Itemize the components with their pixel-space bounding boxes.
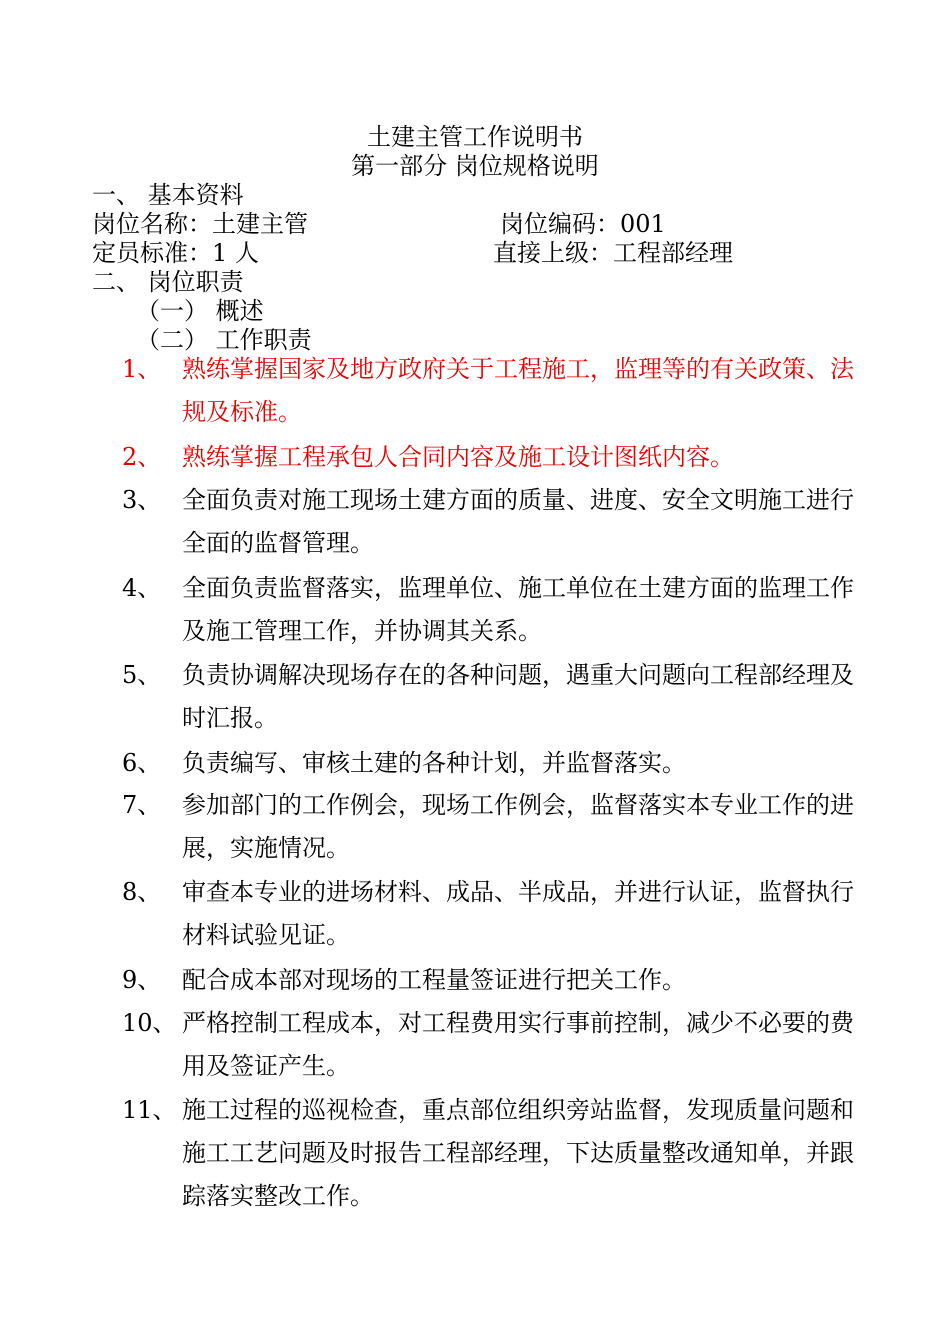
item-number: 11、: [122, 1096, 177, 1124]
item-number: 2、: [122, 443, 162, 471]
item-number: 9、: [122, 966, 162, 994]
item-number: 3、: [122, 486, 162, 514]
direct-superior: 直接上级：工程部经理: [493, 239, 733, 267]
section-heading-basic-info: 一、 基本资料: [92, 181, 244, 209]
item-number: 5、: [122, 661, 162, 689]
list-item: 全面负责监督落实，监理单位、施工单位在土建方面的监理工作及施工管理工作，并协调其关系。: [182, 574, 854, 645]
list-item: 严格控制工程成本，对工程费用实行事前控制，减少不必要的费用及签证产生。: [182, 1009, 854, 1080]
list-item: 参加部门的工作例会，现场工作例会，监督落实本专业工作的进展，实施情况。: [182, 791, 854, 862]
list-item: 配合成本部对现场的工程量签证进行把关工作。: [182, 966, 686, 994]
list-item: 施工过程的巡视检查，重点部位组织旁站监督，发现质量问题和施工工艺问题及时报告工程部经理，下达质量整改通知单，并跟踪落实整改工作。: [182, 1096, 854, 1210]
position-code: 岗位编码：001: [500, 210, 666, 238]
staff-quota: 定员标准：1 人: [92, 239, 259, 267]
item-number: 8、: [122, 878, 162, 906]
list-item: 全面负责对施工现场土建方面的质量、进度、安全文明施工进行全面的监督管理。: [182, 486, 854, 557]
list-item: 负责编写、审核土建的各种计划，并监督落实。: [182, 749, 686, 777]
subsection-overview: （一） 概述: [136, 297, 264, 325]
document-title: 土建主管工作说明书: [367, 123, 583, 151]
list-item: 熟练掌握工程承包人合同内容及施工设计图纸内容。: [182, 443, 734, 471]
subsection-work-duties: （二） 工作职责: [136, 326, 312, 354]
list-item: 熟练掌握国家及地方政府关于工程施工，监理等的有关政策、法规及标准。: [182, 355, 854, 426]
list-item: 负责协调解决现场存在的各种问题，遇重大问题向工程部经理及时汇报。: [182, 661, 854, 732]
item-number: 1、: [122, 355, 162, 383]
item-number: 10、: [122, 1009, 177, 1037]
list-item: 审查本专业的进场材料、成品、半成品，并进行认证，监督执行材料试验见证。: [182, 878, 854, 949]
item-number: 7、: [122, 791, 162, 819]
item-number: 6、: [122, 749, 162, 777]
part-heading: 第一部分 岗位规格说明: [351, 152, 599, 180]
position-name: 岗位名称：土建主管: [92, 210, 308, 238]
section-heading-duties: 二、 岗位职责: [92, 268, 244, 296]
item-number: 4、: [122, 574, 162, 602]
